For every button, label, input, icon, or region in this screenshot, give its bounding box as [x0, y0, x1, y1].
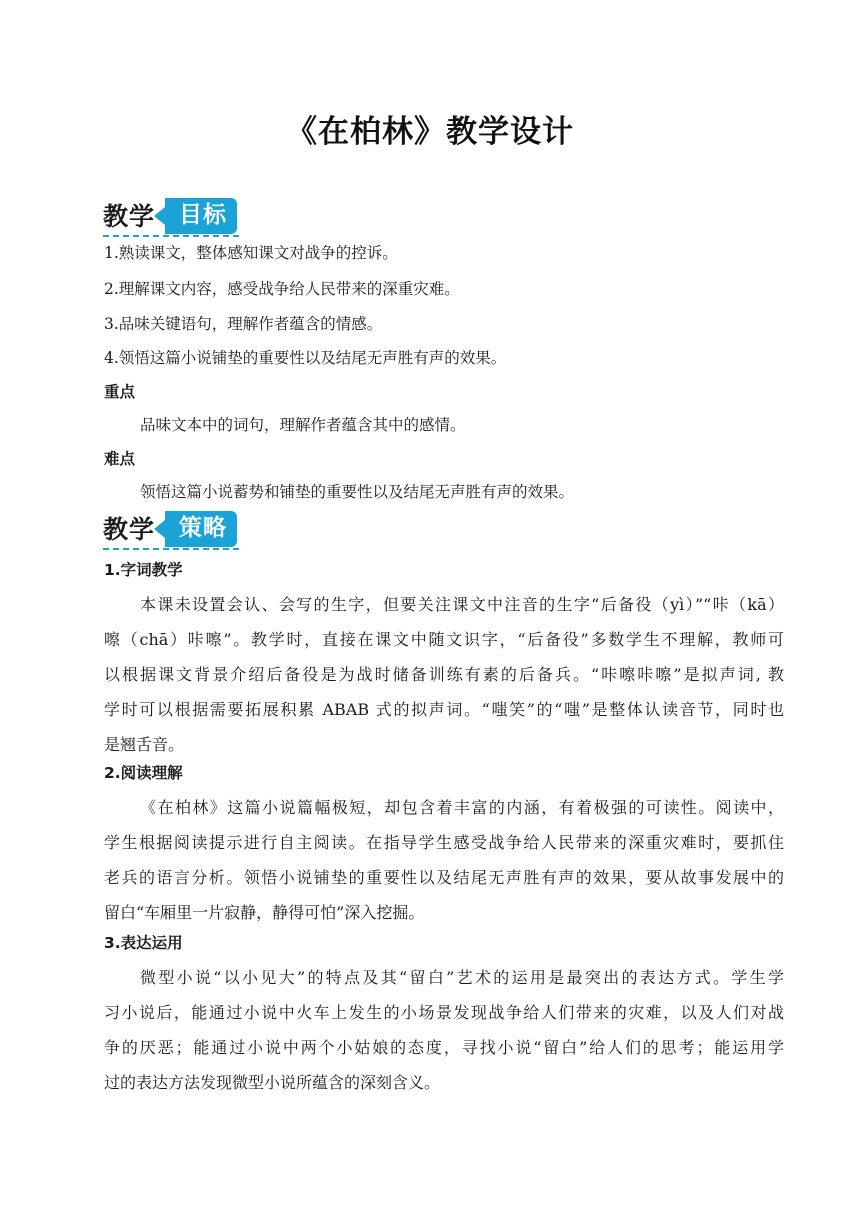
paragraph-line: 微型小说“以小见大”的特点及其“留白”艺术的运用是最突出的表达方式。学生学 [140, 968, 784, 987]
strategy-paragraph-expression [104, 960, 784, 1100]
paragraph-line: 本课未设置会认、会写的生字，但要关注课文中注音的生字“后备役（yì）”“咔（kā） [140, 595, 784, 614]
paragraph-line: 争的厌恶；能通过小说中两个小姑娘的态度，寻找小说“留白”给人们的思考；能运用学 [104, 1038, 784, 1057]
key-point-text: 品味文本中的词句，理解作者蕴含其中的感情。 [140, 416, 466, 434]
paragraph-line: 留白“车厢里一片寂静，静得可怕”深入挖掘。 [104, 903, 425, 922]
paragraph-line: 学时可以根据需要拓展积累 ABAB 式的拟声词。“嗤笑”的“嗤”是整体认读音节，同时也 [104, 700, 784, 719]
strategy-heading-reading: 2.阅读理解 [104, 764, 183, 782]
goal-item-3: 3.品味关键语句，理解作者蕴含的情感。 [104, 315, 383, 333]
strategy-banner-underline [103, 548, 239, 550]
key-point-label: 重点 [104, 383, 136, 401]
goals-section-banner [103, 193, 237, 239]
strategy-banner-tag: 策略 [165, 511, 237, 547]
strategy-paragraph-reading [104, 790, 784, 930]
page-title: 《在柏林》教学设计 [286, 114, 574, 150]
goal-item-2: 2.理解课文内容，感受战争给人民带来的深重灾难。 [104, 280, 460, 298]
strategy-section-banner [103, 506, 237, 552]
paragraph-line: 过的表达方法发现微型小说所蕴含的深刻含义。 [104, 1073, 441, 1092]
goals-banner-label: 教学 [103, 202, 156, 231]
difficulty-text: 领悟这篇小说蓄势和铺垫的重要性以及结尾无声胜有声的效果。 [140, 483, 575, 501]
difficulty-label: 难点 [104, 450, 136, 468]
paragraph-line: 老兵的语言分析。领悟小说铺垫的重要性以及结尾无声胜有声的效果，要从故事发展中的 [104, 868, 784, 887]
strategy-paragraph-vocabulary [104, 587, 784, 762]
goals-banner-tag: 目标 [165, 198, 237, 234]
paragraph-line: 是翘舌音。 [104, 735, 185, 754]
paragraph-line: 学生根据阅读提示进行自主阅读。在指导学生感受战争给人民带来的深重灾难时，要抓住 [104, 833, 784, 852]
strategy-heading-expression: 3.表达运用 [104, 934, 183, 952]
goals-banner-underline [103, 235, 239, 237]
strategy-heading-vocabulary: 1.字词教学 [104, 561, 183, 579]
strategy-banner-label: 教学 [103, 515, 156, 544]
paragraph-line: 习小说后，能通过小说中火车上发生的小场景发现战争给人们带来的灾难，以及人们对战 [104, 1003, 784, 1022]
paragraph-line: 嚓（chā）咔嚓”。教学时，直接在课文中随文识字，“后备役”多数学生不理解，教师可 [104, 630, 784, 649]
goal-item-1: 1.熟读课文，整体感知课文对战争的控诉。 [104, 244, 398, 262]
paragraph-line: 《在柏林》这篇小说篇幅极短，却包含着丰富的内涵，有着极强的可读性。阅读中， [140, 798, 784, 817]
goal-item-4: 4.领悟这篇小说铺垫的重要性以及结尾无声胜有声的效果。 [104, 349, 507, 367]
paragraph-line: 以根据课文背景介绍后备役是为战时储备训练有素的后备兵。“咔嚓咔嚓”是拟声词, 教 [104, 665, 784, 684]
